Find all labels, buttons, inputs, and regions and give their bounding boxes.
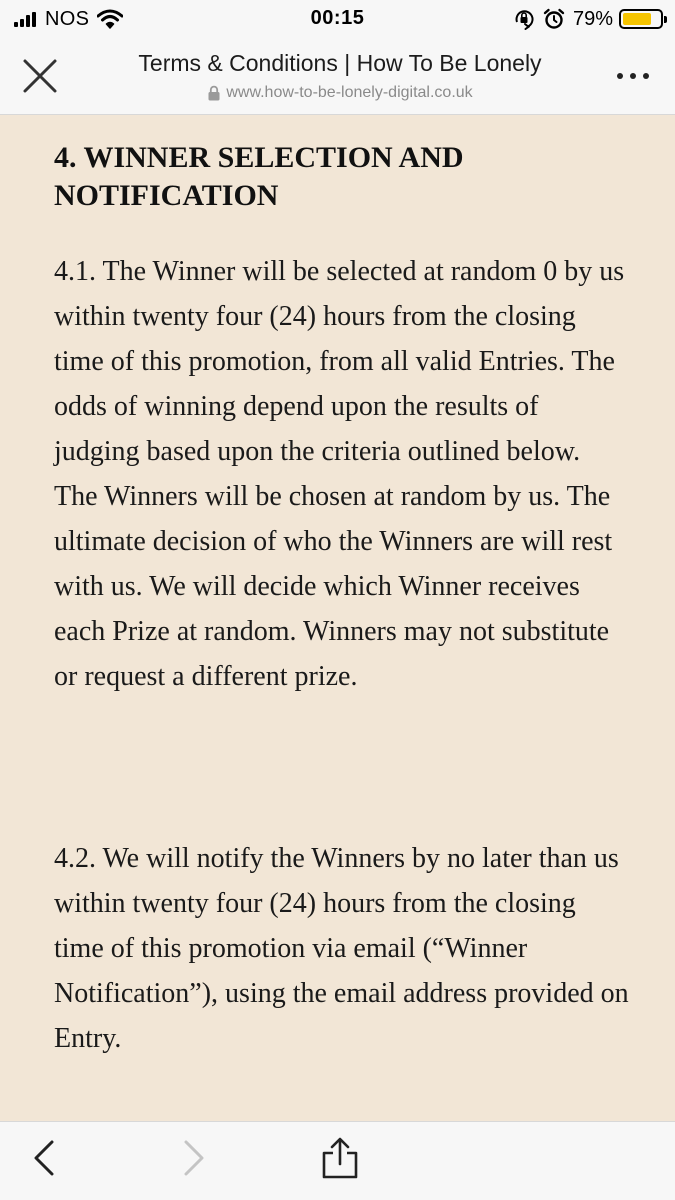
page-url[interactable] bbox=[80, 84, 600, 102]
close-icon[interactable] bbox=[18, 54, 62, 98]
url-text: www.how-to-be-lonely-digital.co.uk bbox=[226, 84, 473, 101]
carrier-name: NOS bbox=[45, 7, 90, 30]
share-icon[interactable] bbox=[318, 1136, 362, 1180]
lock-icon bbox=[207, 85, 221, 101]
bottom-toolbar bbox=[0, 1121, 675, 1200]
alarm-icon bbox=[543, 8, 565, 30]
section-heading: 4. WINNER SELECTION AND NOTIFICATION bbox=[54, 141, 464, 212]
forward-icon[interactable] bbox=[170, 1136, 214, 1180]
back-icon[interactable] bbox=[24, 1136, 68, 1180]
battery-percent: 79% bbox=[572, 7, 613, 30]
paragraph-4-1: 4.1. The Winner will be selected at random 0 by us within twenty four (24) hours from the closing time of this promotion, from all valid Entries. The odds of winning depend upon the results of judging based upon the criteria outlined below. The Winners will be chosen at random by us. The ultimate decision of who the Winners are will rest with us. We will decide which Winner receives each Prize at random. Winners may not substitute or request a different prize. bbox=[54, 256, 625, 692]
page-title: Terms & Conditions | How To Be Lonely bbox=[138, 50, 542, 76]
battery-icon bbox=[619, 9, 663, 29]
status-bar bbox=[0, 0, 675, 38]
status-right bbox=[513, 7, 663, 31]
more-icon[interactable] bbox=[613, 66, 653, 86]
orientation-lock-icon bbox=[513, 8, 535, 30]
paragraph-4-2: 4.2. We will notify the Winners by no later than us within twenty four (24) hours from the closing time of this promotion via email (“Winner Notification”), using the email address provided on Entry. bbox=[54, 843, 629, 1054]
battery-fill bbox=[623, 13, 651, 25]
status-time: 00:15 bbox=[310, 7, 365, 29]
browser-header bbox=[0, 38, 675, 115]
page-content bbox=[0, 115, 675, 1121]
